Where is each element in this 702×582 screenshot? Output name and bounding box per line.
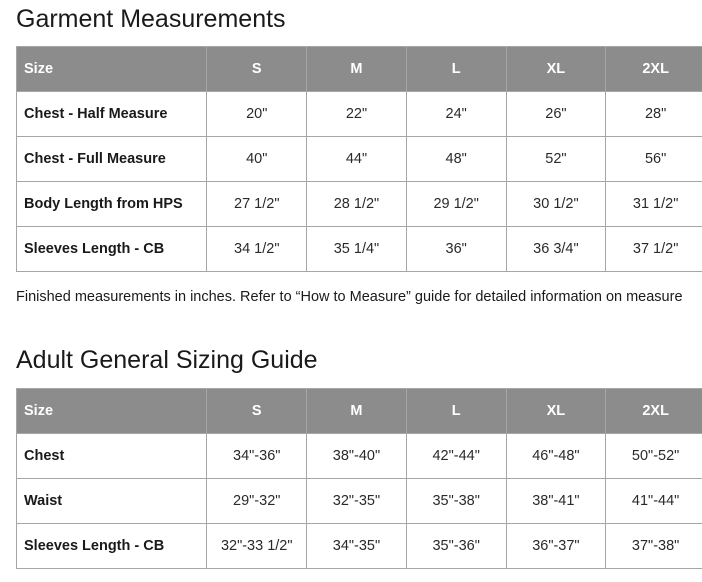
adult-sizing-guide-title: Adult General Sizing Guide xyxy=(16,346,318,374)
adult-sizing-guide-table xyxy=(16,388,702,569)
table-cell: 30 1/2" xyxy=(506,182,606,227)
table-row xyxy=(17,479,702,524)
table-cell: 56" xyxy=(606,137,702,182)
table-cell: 28" xyxy=(606,92,702,137)
size-header-m: M xyxy=(307,47,407,92)
table-cell: 34 1/2" xyxy=(207,227,307,272)
size-header-xl: XL xyxy=(506,389,606,434)
table-cell: 28 1/2" xyxy=(307,182,407,227)
table-row xyxy=(17,524,702,569)
size-header-l: L xyxy=(406,47,506,92)
table-cell: 35"-36" xyxy=(406,524,506,569)
table-header-row xyxy=(17,47,702,92)
table-cell: 46"-48" xyxy=(506,434,606,479)
table-cell: 29 1/2" xyxy=(406,182,506,227)
table-cell: 20" xyxy=(207,92,307,137)
size-header-l: L xyxy=(406,389,506,434)
row-label: Sleeves Length - CB xyxy=(17,524,207,569)
row-label: Body Length from HPS xyxy=(17,182,207,227)
row-label: Chest xyxy=(17,434,207,479)
row-label: Waist xyxy=(17,479,207,524)
table-cell: 41"-44" xyxy=(606,479,702,524)
table-row xyxy=(17,434,702,479)
table-row xyxy=(17,137,702,182)
table-cell: 24" xyxy=(406,92,506,137)
table-cell: 27 1/2" xyxy=(207,182,307,227)
table-cell: 48" xyxy=(406,137,506,182)
table-row xyxy=(17,92,702,137)
table-cell: 40" xyxy=(207,137,307,182)
table-cell: 42"-44" xyxy=(406,434,506,479)
measurement-note: Finished measurements in inches. Refer to “How to Measure” guide for detailed information on measure xyxy=(16,289,683,305)
table-cell: 34"-36" xyxy=(207,434,307,479)
table-cell: 22" xyxy=(307,92,407,137)
table-cell: 52" xyxy=(506,137,606,182)
table-row xyxy=(17,227,702,272)
table-cell: 36"-37" xyxy=(506,524,606,569)
table-cell: 31 1/2" xyxy=(606,182,702,227)
table-cell: 37"-38" xyxy=(606,524,702,569)
table-cell: 37 1/2" xyxy=(606,227,702,272)
table-cell: 29"-32" xyxy=(207,479,307,524)
size-column-header: Size xyxy=(17,389,207,434)
size-header-s: S xyxy=(207,47,307,92)
table-cell: 32"-35" xyxy=(307,479,407,524)
size-header-s: S xyxy=(207,389,307,434)
table-cell: 38"-41" xyxy=(506,479,606,524)
table-cell: 44" xyxy=(307,137,407,182)
row-label: Sleeves Length - CB xyxy=(17,227,207,272)
table-cell: 34"-35" xyxy=(307,524,407,569)
table-cell: 50"-52" xyxy=(606,434,702,479)
table-cell: 36" xyxy=(406,227,506,272)
table-cell: 32"-33 1/2" xyxy=(207,524,307,569)
table-row xyxy=(17,182,702,227)
size-header-2xl: 2XL xyxy=(606,47,702,92)
row-label: Chest - Half Measure xyxy=(17,92,207,137)
garment-measurements-table xyxy=(16,46,702,272)
table-cell: 26" xyxy=(506,92,606,137)
row-label: Chest - Full Measure xyxy=(17,137,207,182)
table-cell: 35 1/4" xyxy=(307,227,407,272)
table-cell: 35"-38" xyxy=(406,479,506,524)
size-header-m: M xyxy=(307,389,407,434)
table-header-row xyxy=(17,389,702,434)
size-column-header: Size xyxy=(17,47,207,92)
table-cell: 36 3/4" xyxy=(506,227,606,272)
size-header-2xl: 2XL xyxy=(606,389,702,434)
size-header-xl: XL xyxy=(506,47,606,92)
table-cell: 38"-40" xyxy=(307,434,407,479)
garment-measurements-title: Garment Measurements xyxy=(16,5,286,33)
